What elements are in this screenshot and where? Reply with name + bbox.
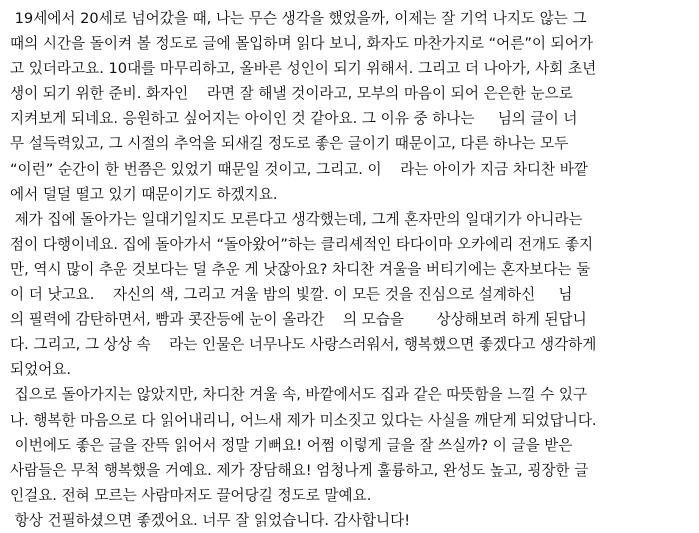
text-line: 19세에서 20세로 넘어갔을 때, 나는 무슨 생각을 했었을까, 이제는 잘 기억 나지도 않는 그 <box>10 10 587 27</box>
text-line: 인걸요. 전혀 모르는 사람마저도 끌어당길 정도로 말예요. <box>10 486 372 504</box>
text-line: 되었어요. <box>10 361 72 379</box>
text-line: 이 더 낫고요. 자신의 색, 그리고 겨울 밤의 빛깔. 이 모든 것을 진심으로 설계하신 님 <box>10 286 573 304</box>
text-line: 무 설득력있고, 그 시절의 추억을 되새길 정도로 좋은 글이기 때문이고, 다른 하나는 모두 <box>10 135 569 153</box>
text-line: 에서 덜덜 떨고 있기 때문이기도 하겠지요. <box>10 185 278 203</box>
text-line: 이번에도 좋은 글을 잔뜩 읽어서 정말 기뻐요! 어쩜 이렇게 글을 잘 쓰실까? 이 글을 받은 <box>10 436 573 454</box>
text-line: 사람들은 무척 행복했을 거예요. 제가 장담해요! 엄청나게 훌륭하고, 완성도 높고, 굉장한 글 <box>10 461 589 479</box>
text-line: 제가 집에 돌아가는 일대기일지도 모른다고 생각했는데, 그게 혼자만의 일대기가 아니라는 <box>10 210 583 228</box>
text-line: 때의 시간을 돌이켜 볼 정도로 글에 몰입하며 읽다 보니, 화자도 마찬가지로 “어른”이 되어가 <box>10 35 593 53</box>
text-line: 고 있더라고요. 10대를 마무리하고, 올바른 성인이 되기 위해서. 그리고 더 나아가, 사회 초년 <box>10 60 597 78</box>
text-line: “이런” 순간이 한 번쯤은 있었기 때문일 것이고, 그리고. 이 라는 아이가 지금 차디찬 바깥 <box>10 160 588 178</box>
text-line: 점이 다행이네요. 집에 돌아가서 “돌아왔어”하는 클리셰적인 타다이마 오카에리 전개도 좋지 <box>10 235 594 253</box>
text-line: 나. 행복한 마음으로 다 읽어내리니, 어느새 제가 미소짓고 있다는 사실을 깨닫게 되었답니다. <box>10 411 597 429</box>
text-line: 항상 건필하셨으면 좋겠어요. 너무 잘 읽었습니다. 감사합니다! <box>10 511 411 529</box>
text-line: 집으로 돌아가지는 않았지만, 차디찬 겨울 속, 바깥에서도 집과 같은 따뜻함을 느낄 수 있구 <box>10 386 588 404</box>
text-line: 다. 그리고, 그 상상 속 라는 인물은 너무나도 사랑스러워서, 행복했으면 좋겠다고 생각하게 <box>10 336 597 354</box>
text-line: 생이 되기 위한 준비. 화자인 라면 잘 해낼 것이라고, 모부의 마음이 되어 은은한 눈으로 <box>10 85 573 103</box>
text-line: 의 필력에 감탄하면서, 빰과 콧잔등에 눈이 올라간 의 모습을 상상해보려 하게 된답니 <box>10 311 587 329</box>
text-line: 만, 역시 많이 추운 것보다는 덜 추운 게 낫잖아요? 차디찬 겨울을 버티기에는 혼자보다는 둘 <box>10 260 591 278</box>
text-line: 지켜보게 되네요. 응원하고 싶어지는 아이인 것 같아요. 그 이유 중 하나는 님의 글이 너 <box>10 110 578 128</box>
